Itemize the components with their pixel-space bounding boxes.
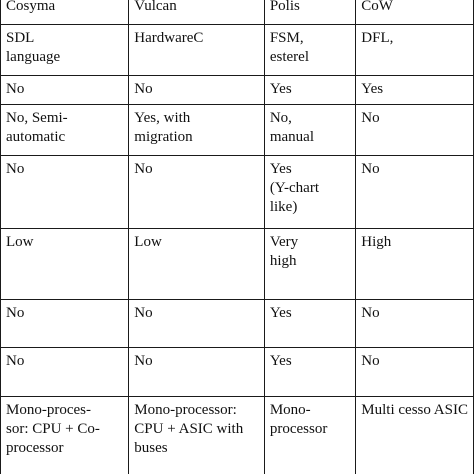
- table-cell: Mono- processor: [264, 397, 355, 474]
- table-cell: Mono-proces- sor: CPU + Co- processor: [1, 397, 129, 474]
- header-cell-cow: CoW: [356, 0, 474, 25]
- table-cell: No: [129, 300, 265, 348]
- table-cell: SDL language: [1, 25, 129, 76]
- table-cell: No, Semi- automatic: [1, 105, 129, 156]
- table-cell: FSM, esterel: [264, 25, 355, 76]
- table-cell: Yes: [356, 76, 474, 105]
- table-cell: Yes: [264, 76, 355, 105]
- table-row: [1, 156, 474, 229]
- table-cell: No: [129, 76, 265, 105]
- table-row: [1, 397, 474, 474]
- table-cell: No: [1, 300, 129, 348]
- table-cell: No: [356, 156, 474, 229]
- table-cell: Yes (Y-chart like): [264, 156, 355, 229]
- header-row: [1, 0, 474, 25]
- header-cell-cosyma: Cosyma: [1, 0, 129, 25]
- table-row: [1, 348, 474, 397]
- table-cell: No: [129, 156, 265, 229]
- table-cell: HardwareC: [129, 25, 265, 76]
- table-cell: Multi cesso ASIC: [356, 397, 474, 474]
- table-cell: Mono-processor: CPU + ASIC with buses: [129, 397, 265, 474]
- table-row: [1, 76, 474, 105]
- table-cell: Very high: [264, 229, 355, 300]
- table-cell: No, manual: [264, 105, 355, 156]
- table-cell: Yes: [264, 300, 355, 348]
- table-cell: No: [356, 348, 474, 397]
- table-row: [1, 300, 474, 348]
- table-cell: No: [1, 156, 129, 229]
- table-cell: Low: [129, 229, 265, 300]
- table-cell: Yes, with migration: [129, 105, 265, 156]
- table-cell: High: [356, 229, 474, 300]
- table-cell: No: [1, 348, 129, 397]
- table-row: [1, 105, 474, 156]
- table-cell: Yes: [264, 348, 355, 397]
- table-cell: No: [1, 76, 129, 105]
- header-cell-vulcan: Vulcan: [129, 0, 265, 25]
- table-cell: DFL,: [356, 25, 474, 76]
- table-cell: Low: [1, 229, 129, 300]
- table-row: [1, 229, 474, 300]
- table-row: [1, 25, 474, 76]
- table-cell: No: [129, 348, 265, 397]
- table-cell: No: [356, 300, 474, 348]
- table-cell: No: [356, 105, 474, 156]
- header-cell-polis: Polis: [264, 0, 355, 25]
